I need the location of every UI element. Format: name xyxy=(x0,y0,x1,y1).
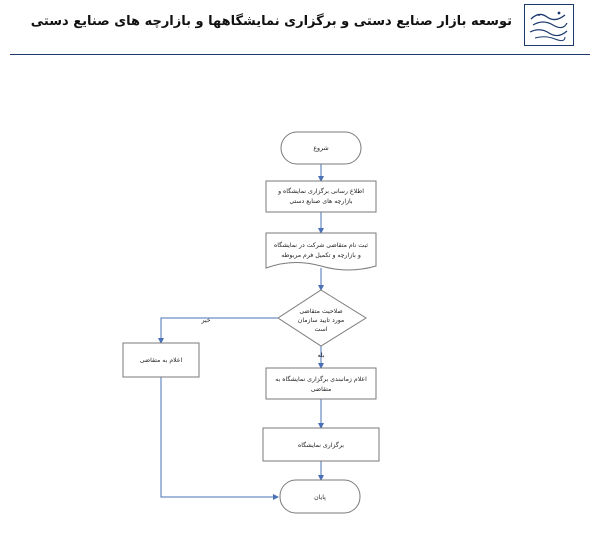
step-hold-exhibition xyxy=(263,428,379,461)
end-label: پایان xyxy=(314,494,326,501)
decision-line2: مورد تایید سازمان xyxy=(297,317,345,324)
yes-branch-label: بله xyxy=(317,352,325,359)
connector-reject-end xyxy=(161,377,278,497)
decision-line3: است xyxy=(314,326,328,333)
step-schedule-line2: متقاضی xyxy=(310,386,332,393)
step-reject-label: اعلام به متقاضی xyxy=(139,357,183,364)
connector-decision-no xyxy=(161,318,278,343)
step-registration-line2: و بازارچه و تکمیل فرم مربوطه xyxy=(281,252,361,259)
step-hold-label: برگزاری نمایشگاه xyxy=(298,442,344,449)
decision-line1: صلاحیت متقاضی xyxy=(299,308,343,315)
no-branch-label: خیر xyxy=(201,317,211,324)
start-label: شروع xyxy=(313,145,329,152)
start-node xyxy=(281,132,361,164)
step-announce-line2: بازارچه های صنایع دستی xyxy=(289,198,353,205)
page-title: توسعه بازار صنایع دستی و برگزاری نمایشگاهها و بازارچه های صنایع دستی xyxy=(30,14,512,29)
step-registration xyxy=(266,233,376,270)
decision-eligibility xyxy=(278,290,366,346)
step-registration-line1: ثبت نام متقاضی شرکت در نمایشگاه xyxy=(274,242,368,249)
step-announce-line1: اطلاع رسانی برگزاری نمایشگاه و xyxy=(278,188,364,195)
step-schedule-line1: اعلام زمانبندی برگزاری نمایشگاه به xyxy=(275,376,367,383)
step-schedule-notice xyxy=(266,368,376,399)
step-reject-notice xyxy=(123,343,199,377)
step-announce xyxy=(266,181,376,212)
end-node xyxy=(280,480,360,513)
